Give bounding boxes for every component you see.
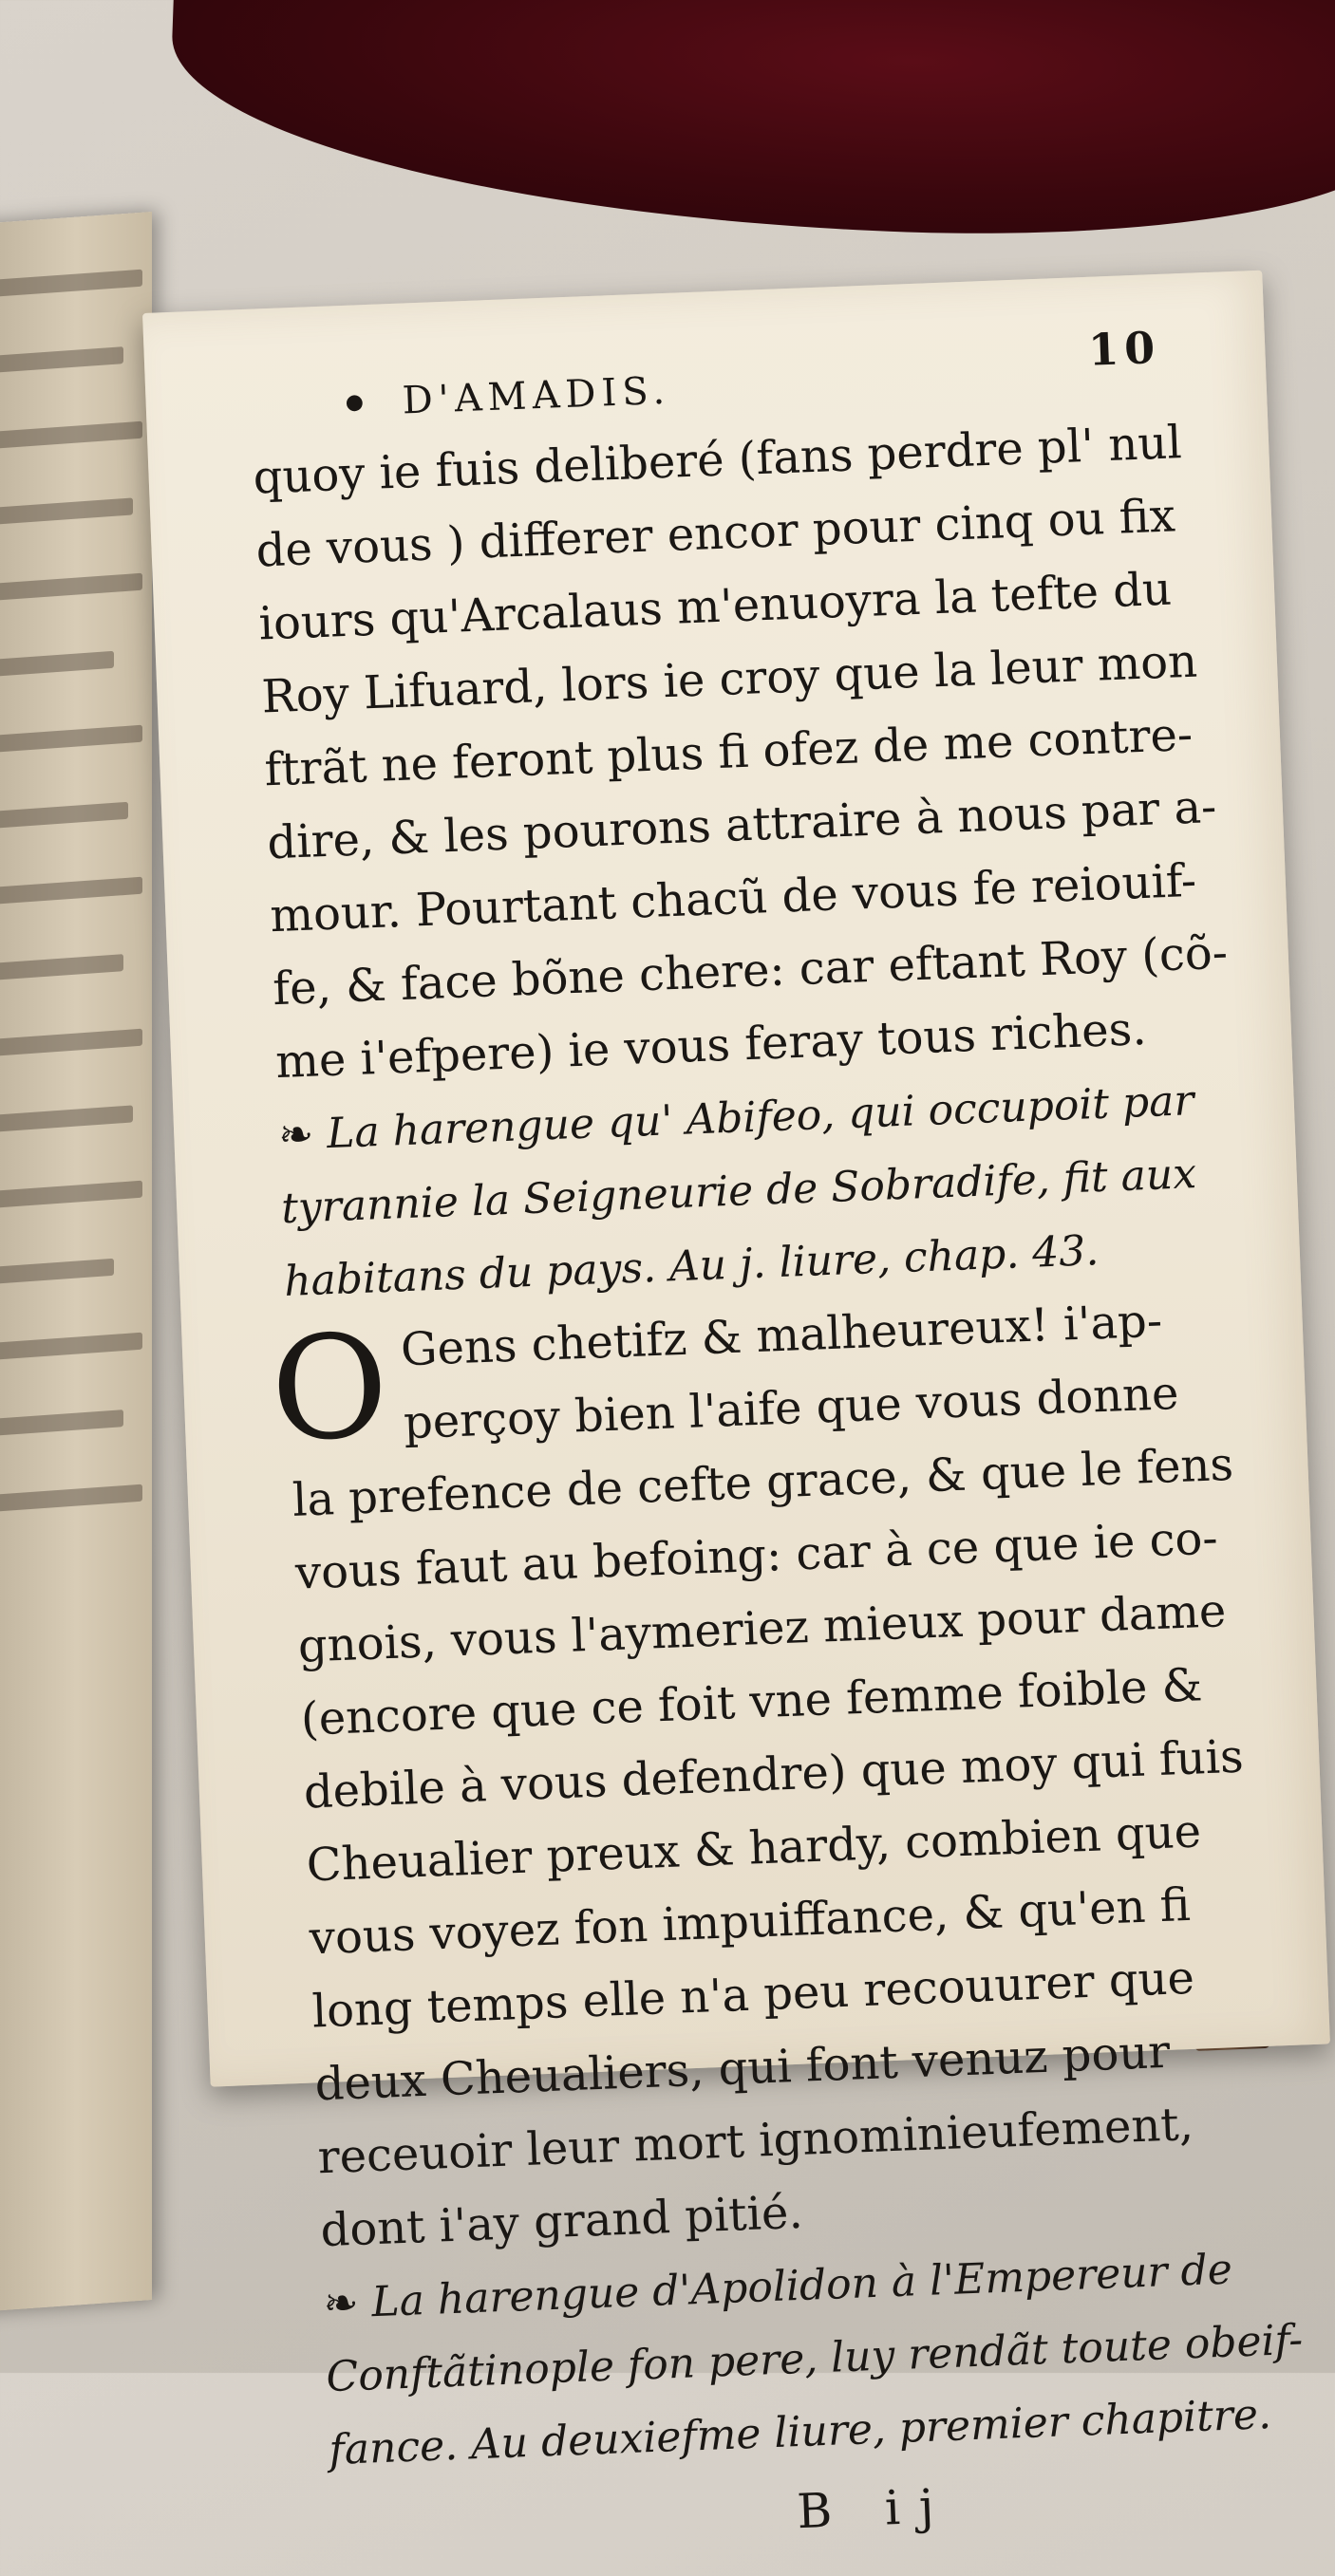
page-text-block — [250, 321, 1305, 2572]
text-line: fe, & face bõne chere: car eftant Roy (cõ- — [272, 925, 1229, 1017]
pilcrow-icon: ❧ — [277, 1110, 329, 1161]
heading-line: fance. Au deuxiefme liure, premier chapitre. — [328, 2390, 1272, 2475]
page-number: 10 — [1087, 321, 1162, 376]
drop-cap: O — [268, 1303, 391, 1474]
text-line: gnois, vous l'aymeriez mieux pour dame — [296, 1584, 1228, 1673]
text-line: mour. Pourtant chacũ de vous fe reiouif- — [269, 853, 1198, 943]
heading-text: La harengue qu' Abifeo, qui occupoit par — [326, 1076, 1195, 1159]
text-line: quoy ie fuis deliberé (fans perdre pl' nul — [252, 416, 1183, 505]
paragraph-2 — [268, 1282, 1252, 2268]
text-line: Cheualier preux & hardy, combien que — [305, 1804, 1202, 1893]
text-line: vous faut au befoing: car à ce que ie co- — [294, 1511, 1219, 1600]
facing-page — [0, 212, 152, 2313]
text-line: long temps elle n'a peu recouurer que — [310, 1951, 1195, 2039]
paragraph-1 — [252, 406, 1229, 1099]
heading-line: habitans du pays. Au j. liure, chap. 43. — [283, 1226, 1100, 1307]
text-line: perçoy bien l'aife que vous donne — [403, 1366, 1180, 1450]
text-line: de vous ) differer encor pour cinq ou fix — [254, 489, 1176, 578]
heading-text: La harengue d'Apolidon à l'Empereur de — [370, 2245, 1233, 2327]
heading-line: tyrannie la Seigneurie de Sobradife, fit aux — [280, 1149, 1197, 1234]
running-head-title: D'AMADIS. — [401, 368, 671, 423]
velvet-cloth — [166, 0, 1335, 250]
text-line: Gens chetifz & malheureux! i'ap- — [400, 1294, 1164, 1377]
text-line: dont i'ay grand pitié. — [319, 2185, 804, 2258]
text-line: debile à vous defendre) que moy qui fuis — [302, 1729, 1245, 1820]
text-line: receuoir leur mort ignominieufement, — [316, 2097, 1194, 2185]
text-line: iours qu'Arcalaus m'enuoyra la tefte du — [257, 562, 1173, 651]
text-line: ftrãt ne feront plus fi ofez de me contre- — [263, 707, 1194, 797]
text-line: deux Cheualiers, qui font venuz pour — [313, 2025, 1172, 2112]
text-line: la prefence de cefte grace, & que le fens — [291, 1437, 1234, 1527]
heading-line: Conftãtinople fon pere, luy rendãt toute obeif- — [325, 2315, 1305, 2402]
pilcrow-icon: ❧ — [322, 2278, 373, 2329]
text-line: vous voyez fon impuiffance, & qu'en fi — [308, 1877, 1192, 1966]
book-page — [142, 271, 1330, 2540]
text-line: Roy Lifuard, lors ie croy que la leur mon — [260, 634, 1199, 724]
section-heading-2 — [322, 2232, 1305, 2487]
text-line: dire, & les pourons attraire à nous par a- — [266, 779, 1218, 870]
section-heading-1 — [277, 1064, 1215, 1318]
ornament-dot: ● — [345, 389, 370, 415]
signature-mark: B ij — [796, 2477, 954, 2540]
text-line: (encore que ce foit vne femme foible & — [299, 1658, 1204, 1746]
text-line: me i'efpere) ie vous feray tous riches. — [274, 1001, 1148, 1090]
